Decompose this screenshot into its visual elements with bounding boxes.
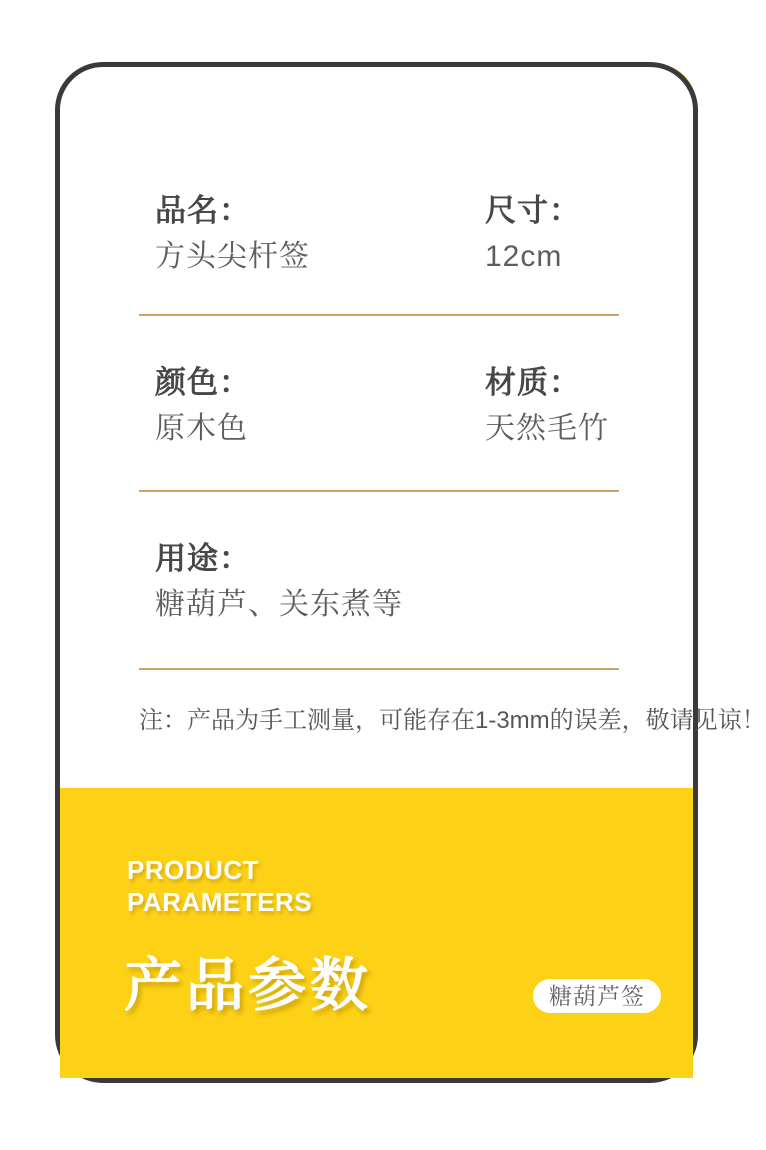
footer-english-line2: PARAMETERS xyxy=(127,887,313,917)
divider xyxy=(139,314,619,316)
color-value: 原木色 xyxy=(155,412,248,445)
usage-value: 糖葫芦、关东煮等 xyxy=(155,588,403,621)
footer-banner xyxy=(60,788,693,1078)
footer-english-line1: PRODUCT xyxy=(127,855,260,885)
divider xyxy=(139,668,619,670)
footer-chinese-title: 产品参数 xyxy=(124,953,373,1018)
field-material xyxy=(485,367,653,444)
row-color-material xyxy=(155,367,653,444)
size-value: 12cm xyxy=(485,240,563,273)
material-value: 天然毛竹 xyxy=(485,412,609,445)
color-label: 颜色： xyxy=(155,365,251,400)
card-content xyxy=(60,67,766,734)
field-usage xyxy=(155,543,653,620)
row-name-size xyxy=(155,195,653,272)
product-tag-badge: 糖葫芦签 xyxy=(533,979,661,1013)
product-parameters-card xyxy=(55,62,766,1083)
measurement-note: 注：产品为手工测量，可能存在1-3mm的误差，敬请见谅！ xyxy=(139,707,766,734)
product-parameters-card-wrap xyxy=(55,62,766,1083)
field-size xyxy=(485,195,653,272)
material-label: 材质： xyxy=(485,365,581,400)
divider xyxy=(139,490,619,492)
field-color xyxy=(155,367,485,444)
row-usage xyxy=(155,543,653,620)
footer-english-title xyxy=(127,854,312,918)
field-product-name xyxy=(155,195,485,272)
product-name-label: 品名： xyxy=(155,193,251,228)
product-name-value: 方头尖杆签 xyxy=(155,240,310,273)
usage-label: 用途： xyxy=(155,541,251,576)
size-label: 尺寸： xyxy=(485,193,581,228)
